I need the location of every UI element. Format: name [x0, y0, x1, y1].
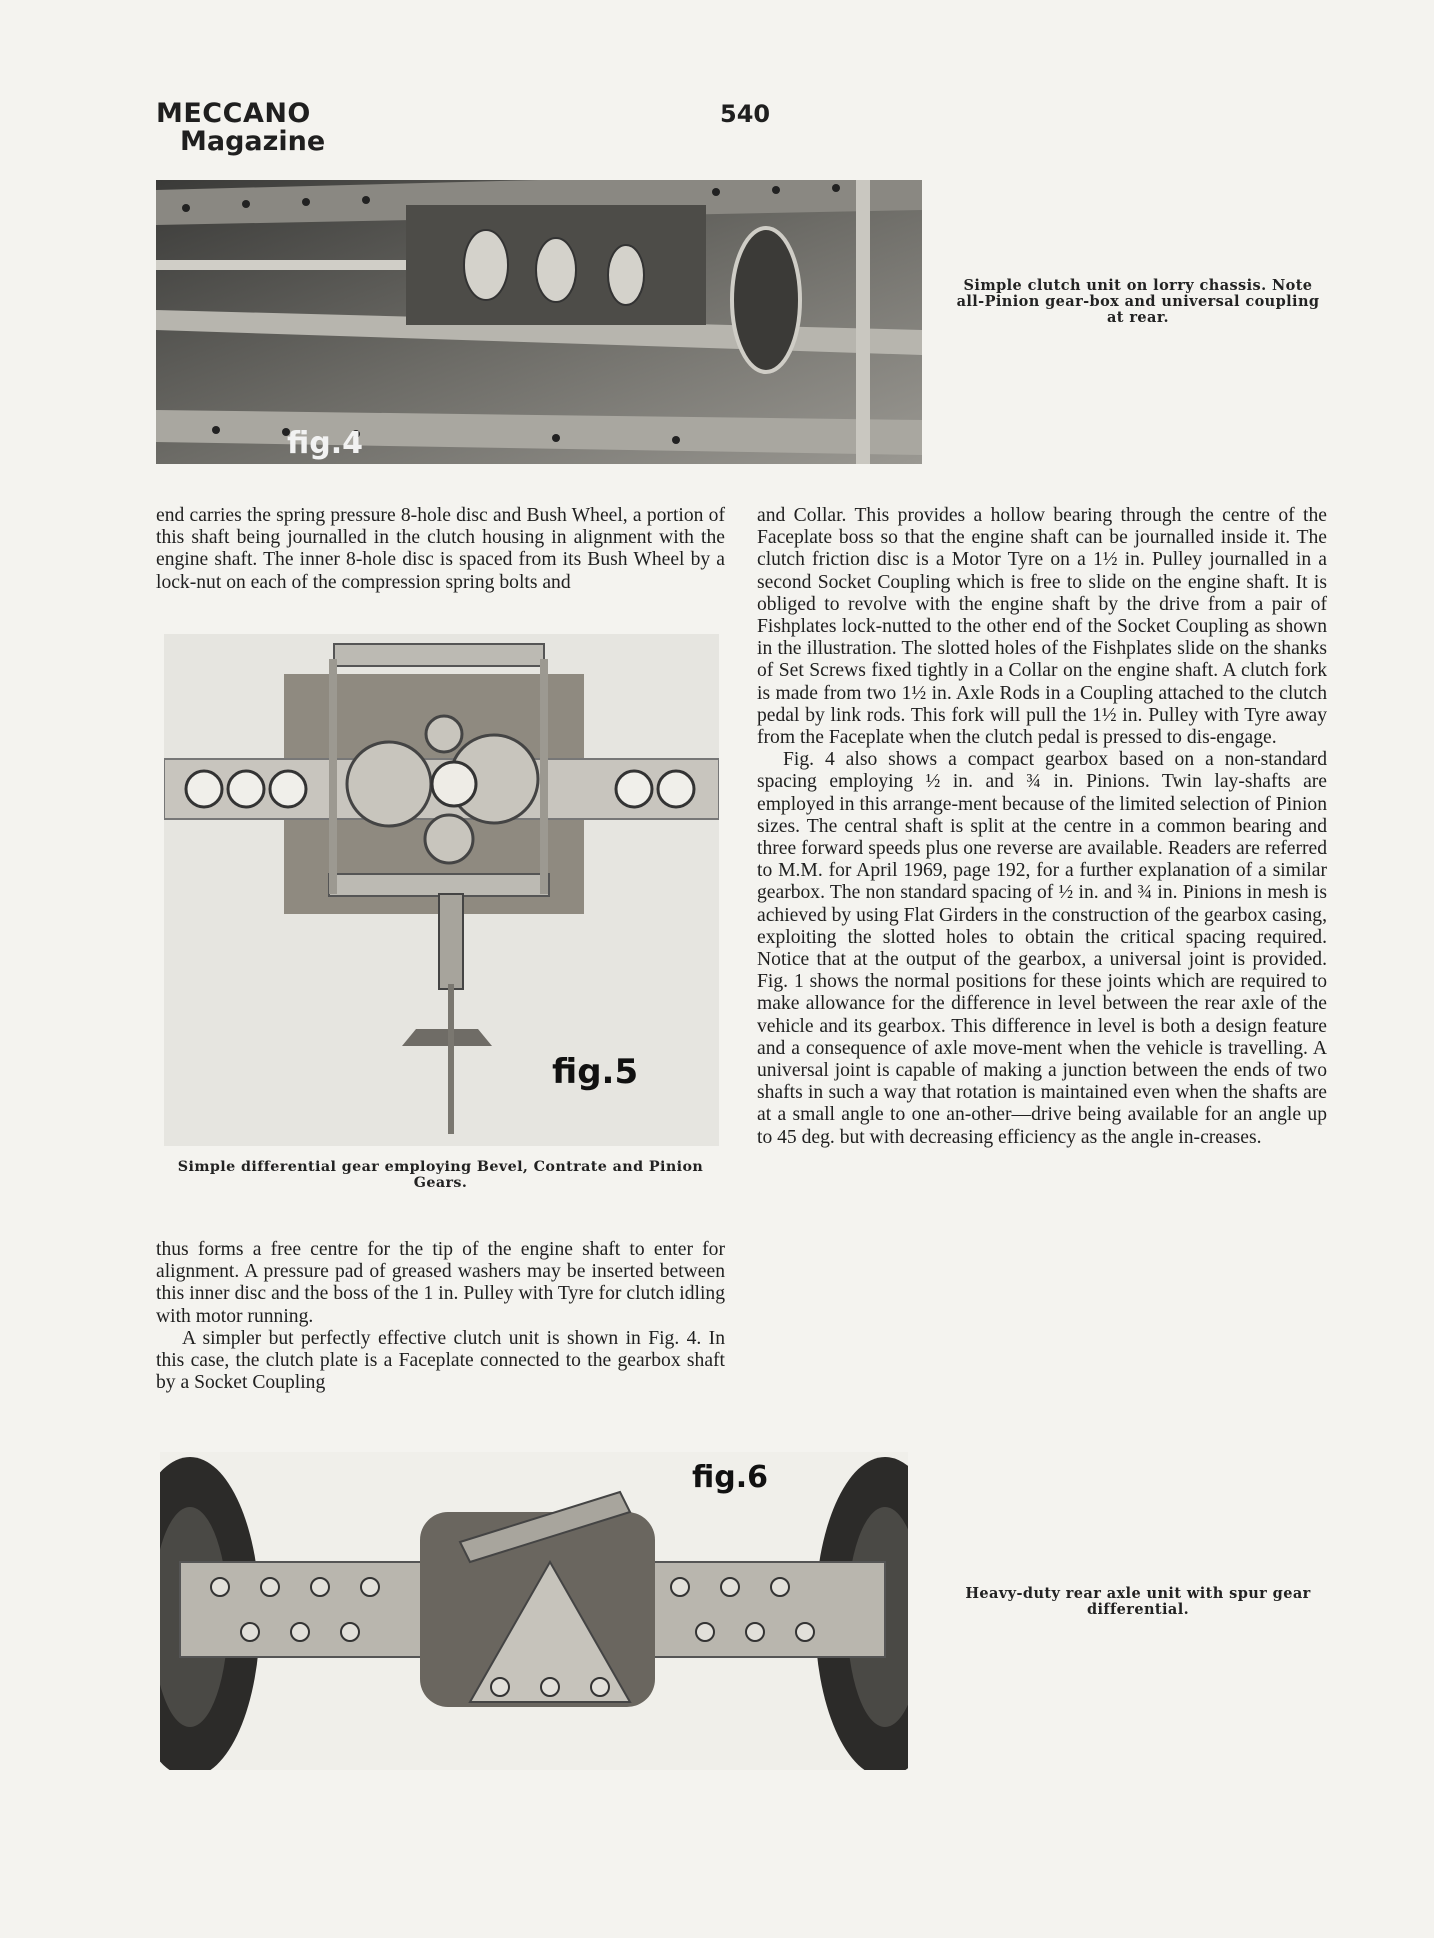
left-column-bottom	[156, 1239, 725, 1394]
fig4-photo	[156, 180, 922, 464]
masthead	[156, 100, 325, 155]
magazine-brand: MECCANO	[156, 98, 311, 129]
fig4-caption: Simple clutch unit on lorry chassis. Note all-Pinion gear-box and universal coupling at rear.	[956, 277, 1320, 327]
fig6-photo	[160, 1452, 908, 1770]
magazine-subtitle: Magazine	[180, 125, 326, 157]
right-column	[757, 505, 1327, 1149]
fig4-label: fig.4	[287, 426, 363, 461]
fig5-caption: Simple differential gear employing Bevel, Contrate and Pinion Gears.	[177, 1159, 704, 1191]
paragraph: thus forms a free centre for the tip of the engine shaft to enter for alignment. A pressure pad of greased washers may be inserted between this inner disc and the boss of the 1 in. Pulley with Tyre for clutch idling with motor running.	[156, 1239, 725, 1327]
fig5-label: fig.5	[552, 1052, 639, 1092]
paragraph: A simpler but perfectly effective clutch unit is shown in Fig. 4. In this case, the clutch plate is a Faceplate connected to the gearbox shaft by a Socket Coupling	[156, 1327, 725, 1394]
paragraph: end carries the spring pressure 8-hole disc and Bush Wheel, a portion of this shaft being journalled in the clutch housing in alignment with the engine shaft. The inner 8-hole disc is spaced from its Bush Wheel by a lock-nut on each of the compression spring bolts and	[156, 505, 725, 593]
page-number: 540	[720, 100, 771, 128]
fig6-caption: Heavy-duty rear axle unit with spur gear differential.	[965, 1585, 1311, 1619]
paragraph: and Collar. This provides a hollow bearing through the centre of the Faceplate boss so that the engine shaft can be journalled inside it. The clutch friction disc is a Motor Tyre on a 1½ in. Pulley journalled in a second Socket Coupling which is free to slide on the engine shaft. It is obliged to revolve with the engine shaft by the drive from a pair of Fishplates lock-nutted to the other end of the Socket Coupling as shown in the illustration. The slotted holes of the Fishplates slide on the shanks of Set Screws fixed tightly in a Collar on the engine shaft. A clutch fork is made from two 1½ in. Axle Rods in a Coupling attached to the clutch pedal by link rods. This fork will pull the 1½ in. Pulley with Tyre away from the Faceplate when the clutch pedal is pressed to dis-engage.	[757, 505, 1327, 749]
left-column-top	[156, 505, 725, 594]
paragraph: Fig. 4 also shows a compact gearbox based on a non-standard spacing employing ½ in. and ¾ in. Pinions. Twin lay-shafts are employed in this arrange-ment because of the limited selection of Pinion sizes. The central shaft is split at the centre in a common bearing and three forward speeds plus one reverse are available. Readers are referred to M.M. for April 1969, page 192, for a further explanation of a similar gearbox. The non standard spacing of ½ in. and ¾ in. Pinions in mesh is achieved by using Flat Girders in the construction of the gearbox casing, exploiting the slotted holes to obtain the critical spacing required. Notice that at the output of the gearbox, a universal joint is provided. Fig. 1 shows the normal positions for these joints which are required to make allowance for the difference in level between the rear axle of the vehicle and its gearbox. This difference in level is both a design feature and a consequence of axle move-ment when the vehicle is travelling. A universal joint is capable of making a junction between the ends of two shafts in such a way that rotation is maintained even when the shafts are at a small angle to one an-other—drive being available for an angle up to 45 deg. but with decreasing efficiency as the angle in-creases.	[757, 749, 1327, 1148]
fig6-label: fig.6	[692, 1460, 768, 1495]
